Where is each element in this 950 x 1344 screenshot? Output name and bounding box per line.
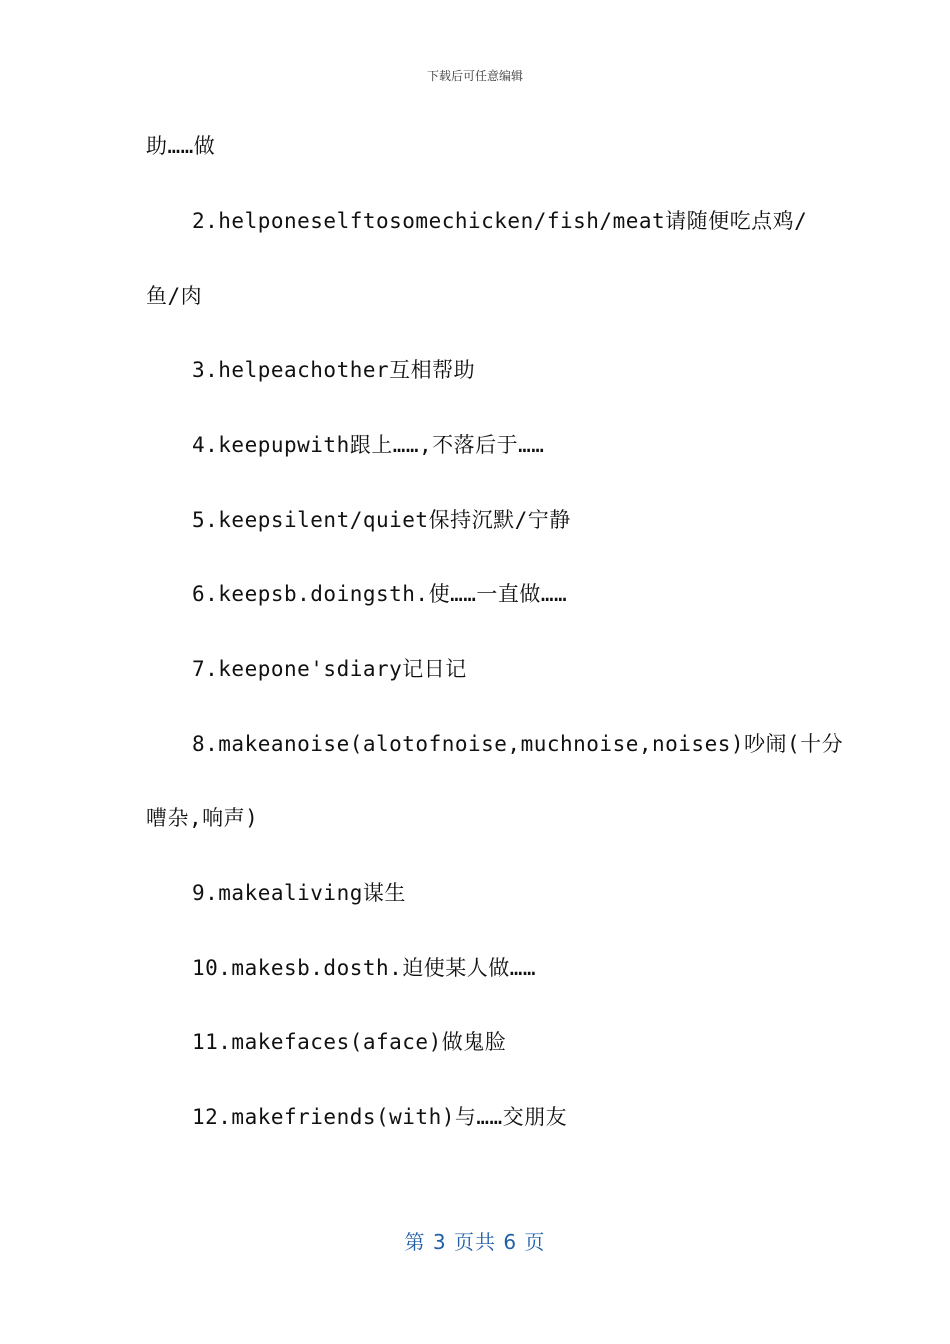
page-header: 下载后可任意编辑 bbox=[426, 69, 523, 83]
document-line: 6.keepsb.doingsth.使……一直做…… bbox=[192, 582, 568, 606]
document-line: 鱼/肉 bbox=[146, 284, 203, 308]
document-line: 11.makefaces(aface)做鬼脸 bbox=[192, 1030, 507, 1054]
document-line: 5.keepsilent/quiet保持沉默/宁静 bbox=[192, 508, 571, 532]
document-line: 9.makealiving谋生 bbox=[192, 881, 406, 905]
document-line: 12.makefriends(with)与……交朋友 bbox=[192, 1105, 568, 1129]
document-line: 助……做 bbox=[146, 134, 216, 158]
document-line: 3.helpeachother互相帮助 bbox=[192, 358, 476, 382]
document-line: 10.makesb.dosth.迫使某人做…… bbox=[192, 956, 537, 980]
document-line: 4.keepupwith跟上……,不落后于…… bbox=[192, 433, 545, 457]
document-line: 嘈杂,响声) bbox=[146, 806, 259, 830]
document-line: 8.makeanoise(alotofnoise,muchnoise,noises)吵闹(十分 bbox=[192, 732, 844, 756]
document-line: 7.keepone'sdiary记日记 bbox=[192, 657, 467, 681]
document-line: 2.helponeselftosomechicken/fish/meat请随便吃点鸡/ bbox=[192, 209, 808, 233]
page-number-footer: 第 3 页共 6 页 bbox=[404, 1230, 546, 1254]
